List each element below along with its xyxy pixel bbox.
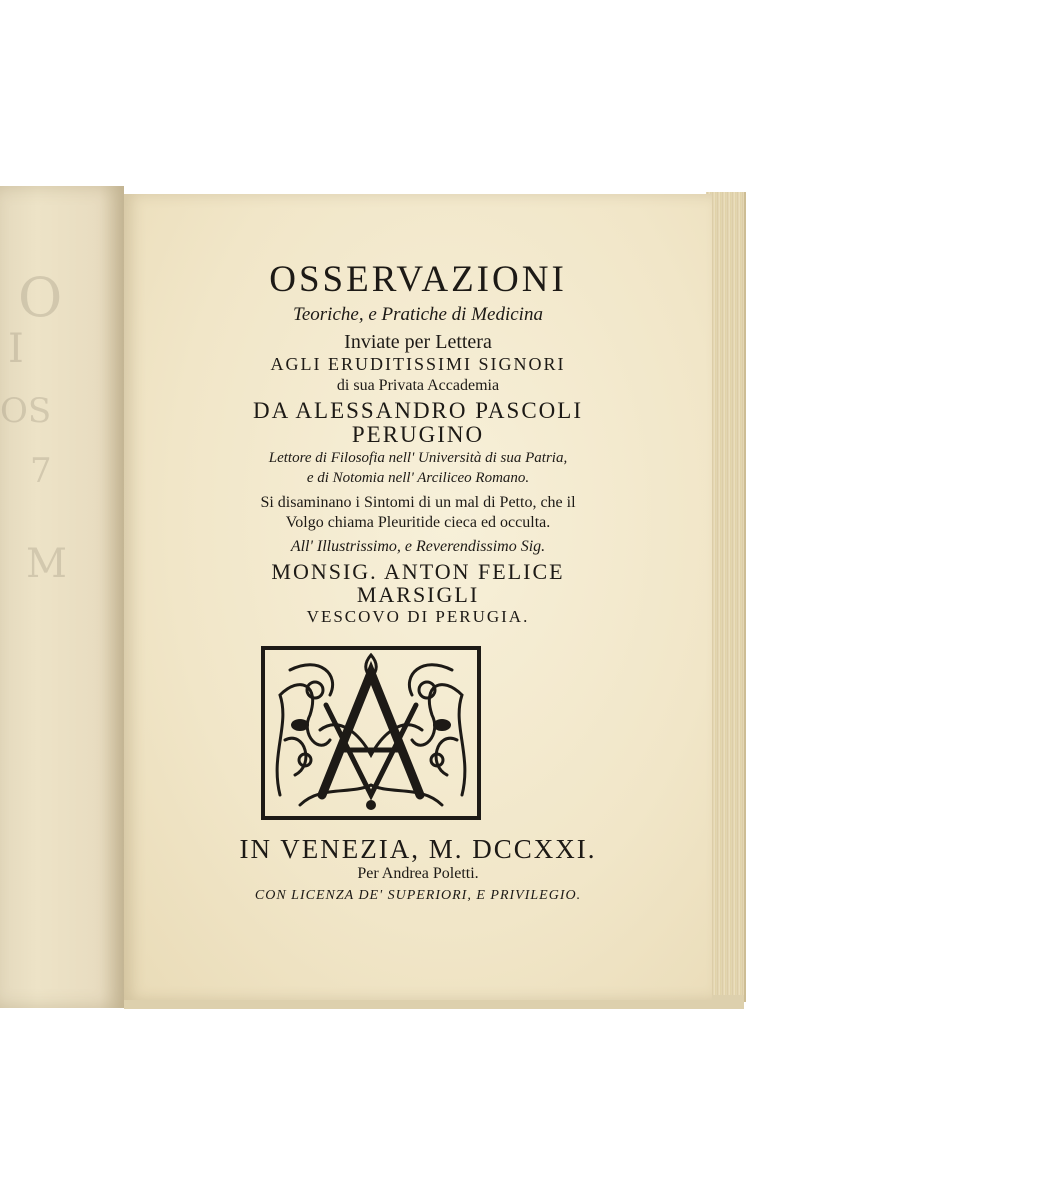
printer: Per Andrea Poletti. bbox=[357, 865, 479, 882]
dedication: All' Illustrissimo, e Reverendissimo Sig. bbox=[290, 538, 546, 555]
left-page: O I OS 7 M bbox=[0, 186, 124, 1008]
dedicatee-2: MARSIGLI bbox=[356, 582, 480, 607]
dedicatee-1: MONSIG. ANTON FELICE bbox=[271, 559, 565, 584]
description-1: Si disaminano i Sintomi di un mal di Petto, che il bbox=[260, 494, 576, 511]
inviate-line: Inviate per Lettera bbox=[344, 331, 492, 353]
page-block-edge bbox=[706, 192, 746, 1002]
author-name: DA ALESSANDRO PASCOLI bbox=[253, 398, 583, 423]
title-page bbox=[124, 194, 712, 1000]
accademia-line: di sua Privata Accademia bbox=[336, 377, 500, 394]
license: CON LICENZA DE' SUPERIORI, E PRIVILEGIO. bbox=[254, 888, 582, 903]
description-2: Volgo chiama Pleuritide cieca ed occulta. bbox=[285, 514, 551, 531]
author-role-2: e di Notomia nell' Arciliceo Romano. bbox=[306, 470, 530, 486]
dedicatee-3: VESCOVO DI PERUGIA. bbox=[306, 607, 530, 626]
book-title: OSSERVAZIONI bbox=[269, 259, 567, 300]
author-role-1: Lettore di Filosofia nell' Università di sua Patria, bbox=[268, 450, 568, 466]
agli-line: AGLI ERUDITISSIMI SIGNORI bbox=[270, 354, 566, 374]
subtitle: Teoriche, e Pratiche di Medicina bbox=[293, 304, 543, 325]
author-origin: PERUGINO bbox=[351, 422, 485, 447]
imprint-place: IN VENEZIA, M. DCCXXI. bbox=[239, 834, 597, 864]
monogram-woodcut-icon bbox=[260, 645, 482, 821]
